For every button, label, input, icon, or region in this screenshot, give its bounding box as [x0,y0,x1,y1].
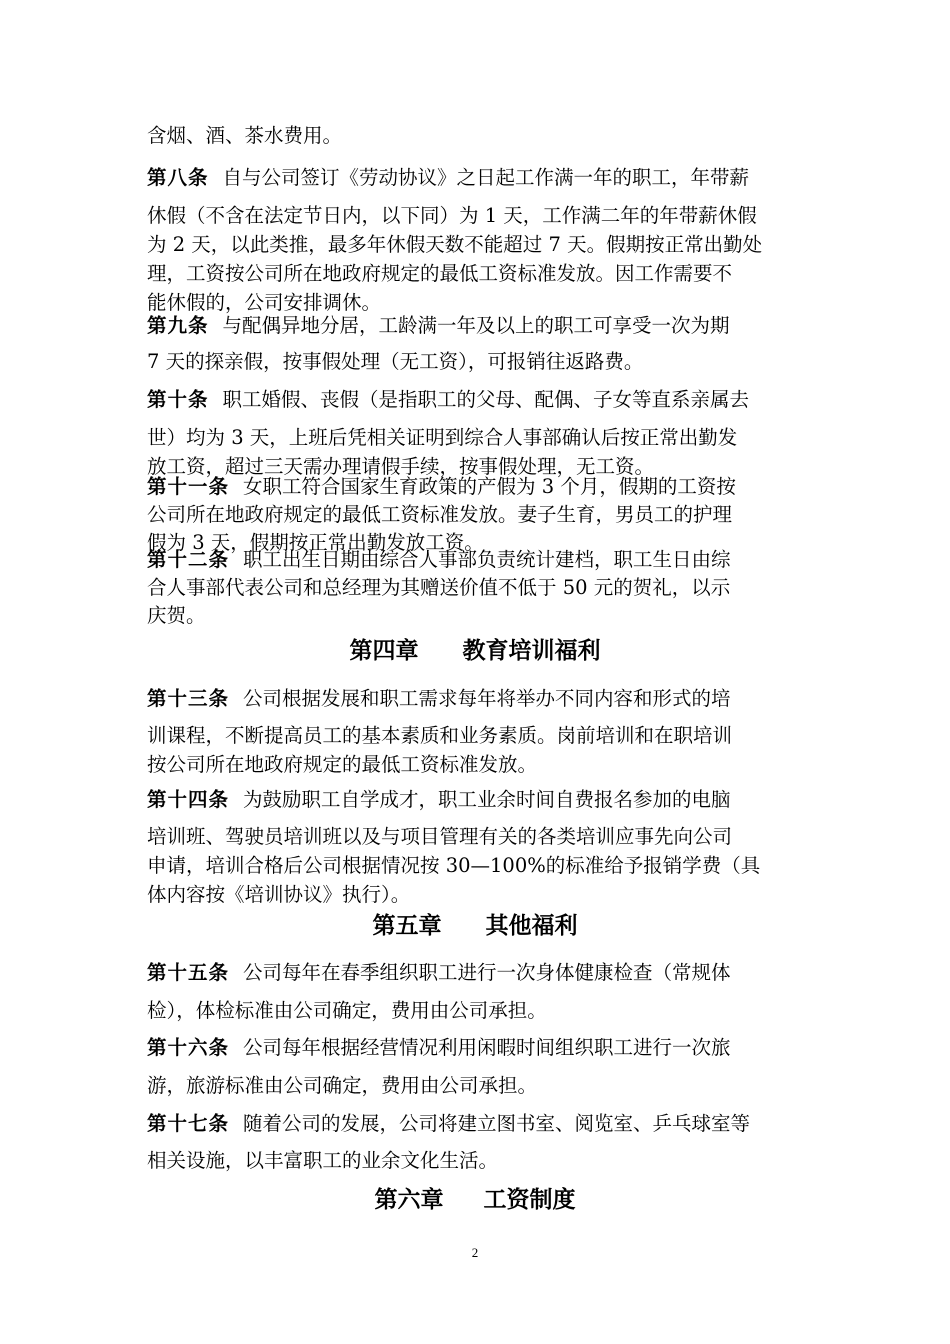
chapter-title: 教育培训福利 [462,638,601,664]
text-line: 公司每年根据经营情况利用闲暇时间组织职工进行一次旅 [243,1036,731,1059]
page-number: 2 [471,1245,479,1260]
text-line: 与配偶异地分居，工龄满一年及以上的职工可享受一次为期 [222,314,730,337]
chapter-heading-4 [0,632,950,665]
article-number: 第十五条 [147,961,230,984]
paragraph-continuation [147,120,807,148]
text-line: 能休假的，公司安排调休。 [147,291,382,314]
article-13-body [147,721,807,779]
chapter-number: 第四章 [349,638,419,664]
article-13 [147,683,807,711]
article-17-body [147,1145,807,1173]
chapter-title: 工资制度 [483,1187,576,1213]
text-line: 自与公司签订《劳动协议》之日起工作满一年的职工，年带薪 [222,166,750,189]
chapter-number: 第六章 [374,1187,444,1213]
article-number: 第十七条 [147,1112,230,1135]
article-9-body [147,346,807,374]
text-line: 按公司所在地政府规定的最低工资标准发放。 [147,753,538,776]
article-number: 第八条 [147,166,209,189]
article-14 [147,784,807,812]
text-line: 游，旅游标准由公司确定，费用由公司承担。 [147,1074,538,1097]
article-16 [147,1032,807,1060]
article-number: 第十四条 [147,788,230,811]
text-line: 为鼓励职工自学成才，职工业余时间自费报名参加的电脑 [243,788,731,811]
text-line: 为 2 天，以此类推，最多年休假天数不能超过 7 天。假期按正常出勤处 [147,233,763,256]
article-number: 第十三条 [147,687,230,710]
article-12 [147,546,807,630]
text-line: 相关设施，以丰富职工的业余文化生活。 [147,1149,499,1172]
article-number: 第十二条 [147,548,230,571]
article-17 [147,1108,807,1136]
text-line: 放工资，超过三天需办理请假手续，按事假处理，无工资。 [147,455,655,478]
chapter-heading-5 [0,907,950,940]
text-line: 休假（不含在法定节日内，以下同）为 1 天，工作满二年的年带薪休假 [147,204,757,227]
chapter-heading-6 [0,1181,950,1214]
article-number: 第十六条 [147,1036,230,1059]
text-line: 检），体检标准由公司确定，费用由公司承担。 [147,999,547,1022]
text-line: 7 天的探亲假，按事假处理（无工资），可报销往返路费。 [147,350,644,373]
text-line: 理，工资按公司所在地政府规定的最低工资标准发放。因工作需要不 [147,262,733,285]
article-15-body [147,995,807,1023]
text-line: 随着公司的发展，公司将建立图书室、阅览室、乒乓球室等 [243,1112,751,1135]
chapter-title: 其他福利 [485,913,578,939]
text-line: 假为 3 天，假期按正常出勤发放工资。 [147,531,484,554]
text-line: 申请，培训合格后公司根据情况按 30—100%的标准给予报销学费（具 [147,854,761,877]
text-line: 合人事部代表公司和总经理为其赠送价值不低于 50 元的贺礼，以示 [147,576,731,599]
text-line: 世）均为 3 天，上班后凭相关证明到综合人事部确认后按正常出勤发 [147,426,738,449]
text-line: 训课程，不断提高员工的基本素质和业务素质。岗前培训和在职培训 [147,724,733,747]
article-8 [147,163,807,193]
text-line: 庆贺。 [147,604,206,627]
text-line: 职工婚假、丧假（是指职工的父母、配偶、子女等直系亲属去 [222,388,750,411]
text-line: 女职工符合国家生育政策的产假为 3 个月，假期的工资按 [243,475,736,498]
article-number: 第十条 [147,388,209,411]
text-line: 职工出生日期由综合人事部负责统计建档，职工生日由综 [243,548,731,571]
article-8-body [147,201,807,317]
article-14-body [147,822,807,909]
text-line: 培训班、驾驶员培训班以及与项目管理有关的各类培训应事先向公司 [147,825,733,848]
article-number: 第九条 [147,314,209,337]
text-line: 公司所在地政府规定的最低工资标准发放。妻子生育，男员工的护理 [147,503,733,526]
article-15 [147,957,807,985]
article-number: 第十一条 [147,475,230,498]
text-line: 含烟、酒、茶水费用。 [147,124,343,147]
text-line: 体内容按《培训协议》执行）。 [147,883,411,906]
text-line: 公司每年在春季组织职工进行一次身体健康检查（常规体 [243,961,731,984]
text-line: 公司根据发展和职工需求每年将举办不同内容和形式的培 [243,687,731,710]
article-16-body [147,1070,807,1098]
chapter-number: 第五章 [372,913,442,939]
article-11 [147,473,807,557]
article-10 [147,384,807,412]
article-9 [147,310,807,338]
